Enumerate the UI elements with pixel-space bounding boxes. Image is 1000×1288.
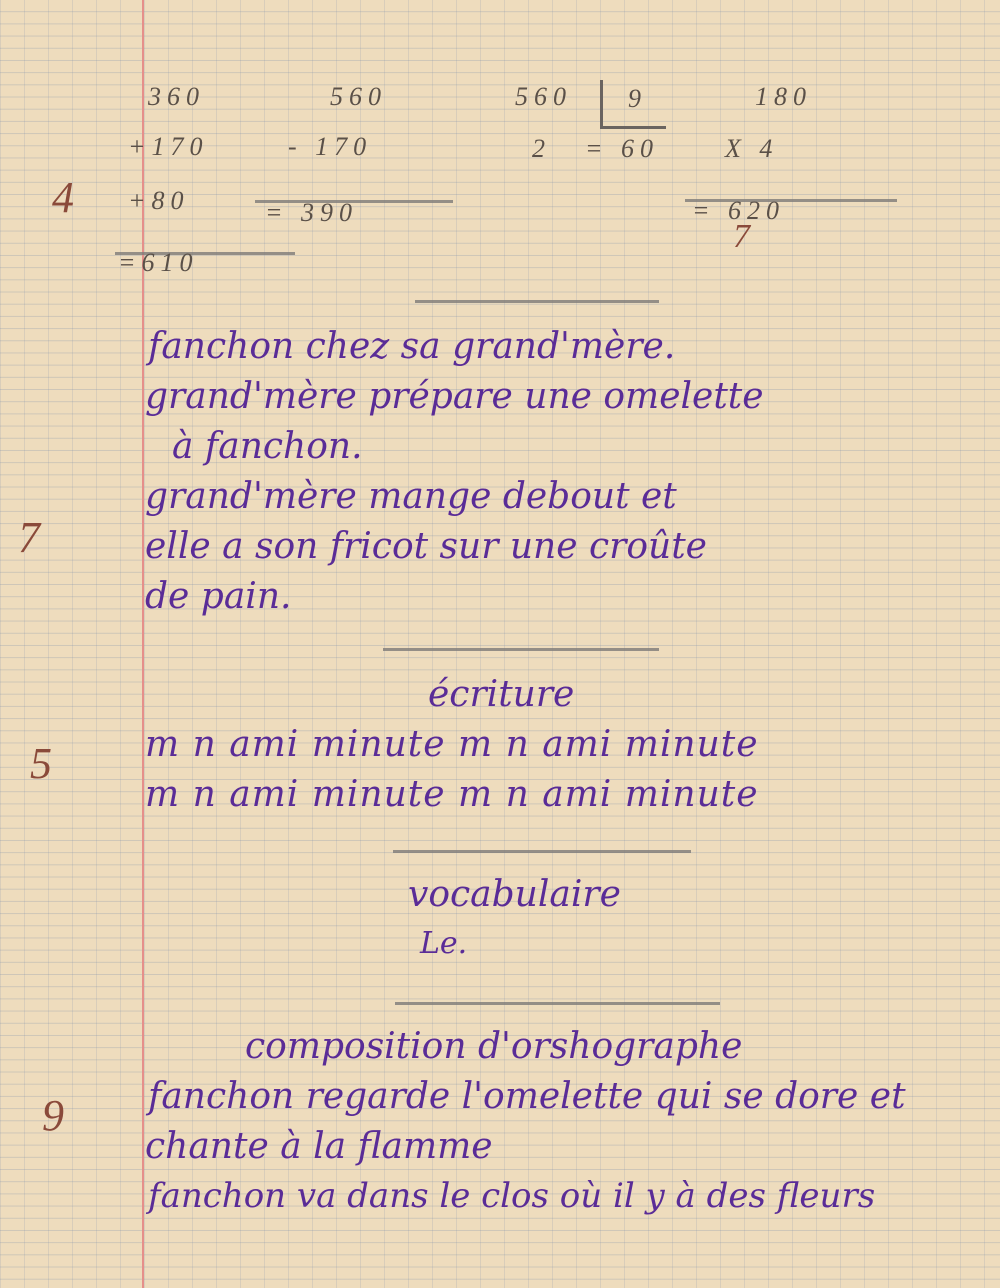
- add-line-1: 360: [148, 82, 205, 111]
- composition-line-1: fanchon regarde l'omelette qui se dore et: [148, 1076, 906, 1117]
- ecriture-title: écriture: [428, 674, 575, 715]
- composition-line-3: fanchon va dans le clos où il y à des fleurs: [148, 1176, 876, 1216]
- vocabulaire-title: vocabulaire: [408, 874, 621, 915]
- mul-line-1: 180: [755, 82, 812, 111]
- div-divisor: 9: [628, 84, 647, 113]
- add-line-2: +170: [128, 132, 209, 161]
- div-bar-vertical: [600, 80, 603, 128]
- story-line-5: elle a son fricot sur une croûte: [145, 526, 707, 567]
- div-dividend: 560: [515, 82, 572, 111]
- sub-line-2: - 170: [288, 132, 373, 161]
- story-line-1: fanchon chez sa grand'mère.: [148, 326, 676, 367]
- grade-story: 7: [18, 513, 40, 562]
- div-bar-horizontal: [600, 126, 666, 129]
- sub-result: = 390: [265, 198, 359, 227]
- add-result: =610: [118, 248, 199, 277]
- story-line-4: grand'mère mange debout et: [145, 476, 677, 517]
- div-remainder: 2: [532, 134, 551, 163]
- story-line-3: à fanchon.: [172, 426, 363, 467]
- story-line-6: de pain.: [145, 576, 292, 617]
- story-line-2: grand'mère prépare une omelette: [145, 376, 764, 417]
- grade-mul: 7: [733, 218, 750, 255]
- grade-composition: 9: [42, 1091, 64, 1140]
- div-quotient: = 60: [585, 134, 660, 163]
- mul-line-2: X 4: [725, 134, 779, 163]
- ecriture-line-1: m n ami minute m n ami minute: [145, 724, 759, 765]
- composition-line-2: chante à la flamme: [145, 1126, 493, 1167]
- sub-line-1: 560: [330, 82, 387, 111]
- section-divider-3: [393, 850, 691, 853]
- section-divider-1: [415, 300, 659, 303]
- grade-ecriture: 5: [30, 739, 52, 788]
- section-divider-2: [383, 648, 659, 651]
- mul-result: = 620: [692, 196, 786, 225]
- add-line-3: +80: [128, 186, 190, 215]
- ecriture-line-2: m n ami minute m n ami minute: [145, 774, 759, 815]
- grade-math: 4: [52, 173, 74, 222]
- composition-title: composition d'orshographe: [245, 1026, 743, 1067]
- section-divider-4: [395, 1002, 720, 1005]
- vocabulaire-line: Le.: [420, 926, 468, 961]
